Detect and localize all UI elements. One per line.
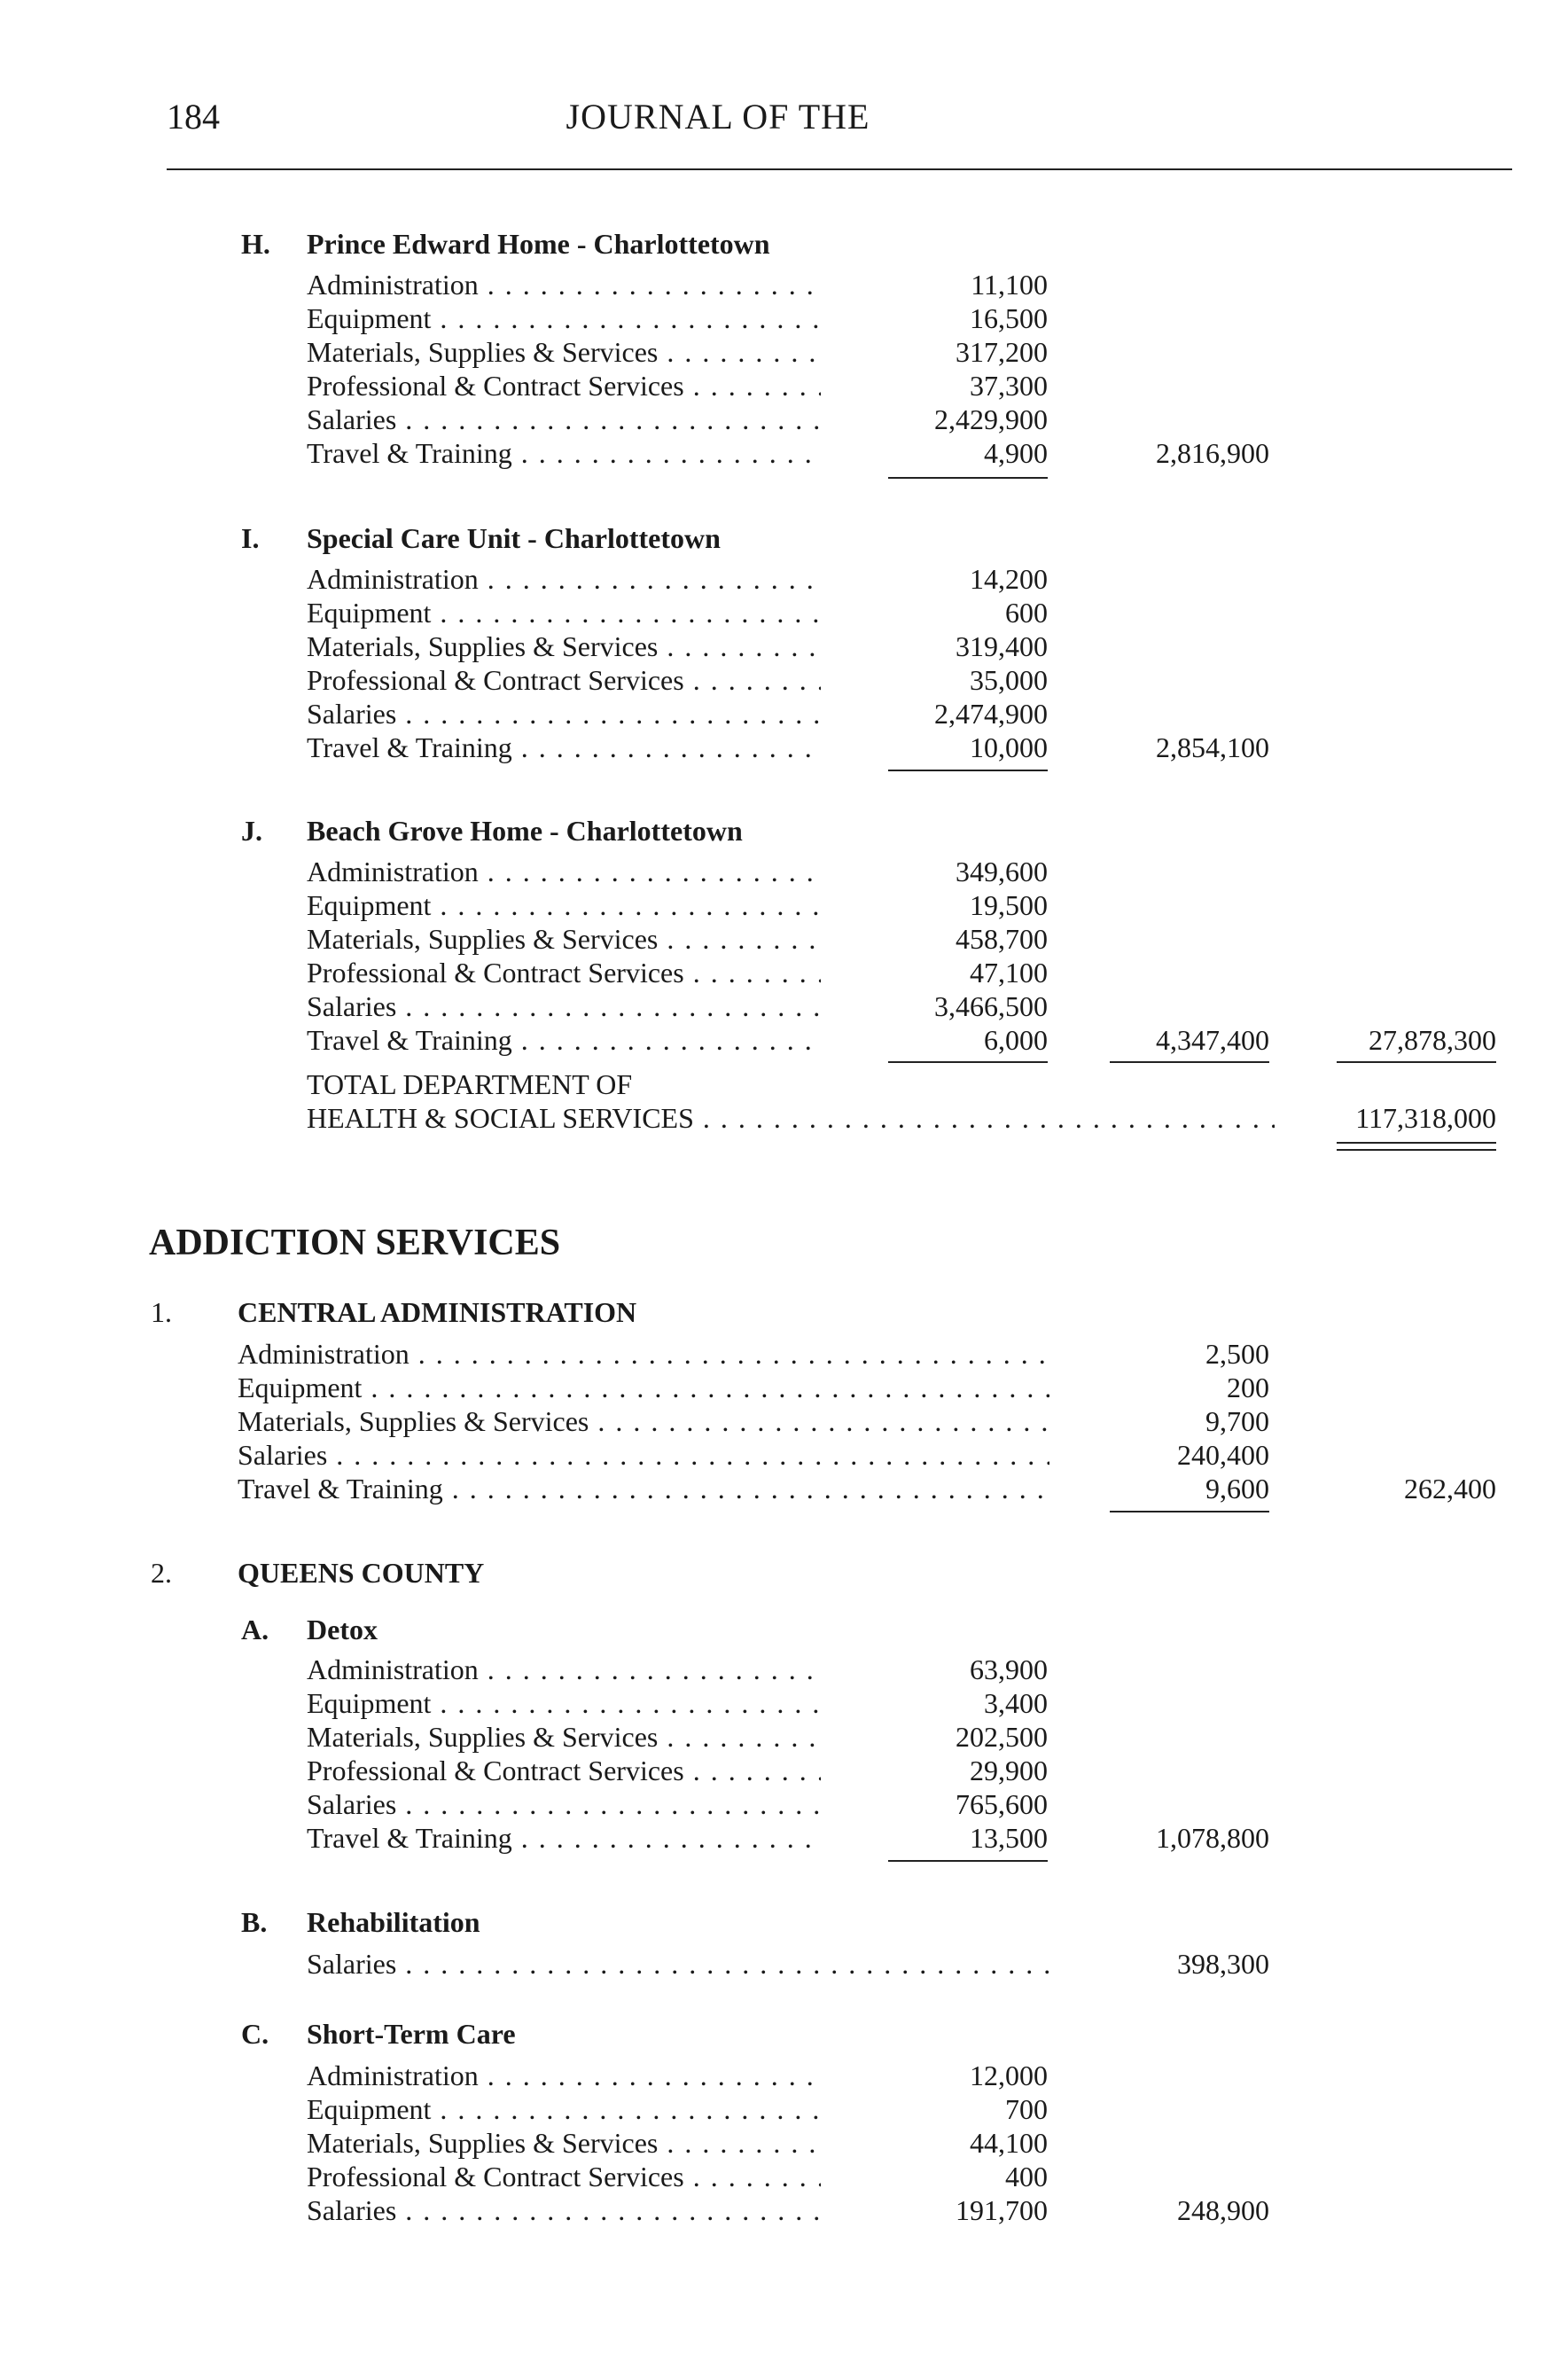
line-item (307, 2092, 1548, 2126)
line-item (307, 268, 1548, 301)
item-label: Administration . . . (307, 562, 821, 596)
line-item (307, 663, 1548, 697)
item-amount: 2,429,900 (934, 403, 1048, 435)
item-label: Equipment . . . (307, 596, 821, 629)
division-total-amount: 262,400 (1404, 1473, 1496, 1505)
line-item (238, 1337, 1514, 1371)
line-item (307, 1787, 1548, 1821)
line-item (307, 956, 1548, 989)
dept-total-label: TOTAL DEPARTMENT OF (307, 1068, 633, 1100)
line-item (307, 629, 1548, 663)
section-title: Special Care Unit - Charlottetown (307, 522, 721, 554)
group-total-amount: 27,878,300 (1369, 1024, 1496, 1056)
item-label: Travel & Training . . . (238, 1472, 1049, 1505)
line-item (307, 2126, 1548, 2160)
double-rule-top (1337, 1142, 1496, 1144)
dept-total-amount: 117,318,000 (1355, 1102, 1496, 1134)
subtotal-amount: 2,854,100 (1156, 731, 1269, 763)
subtotal-rule (1110, 1061, 1269, 1063)
item-amount: 10,000 (970, 731, 1048, 763)
item-amount: 765,600 (956, 1788, 1048, 1820)
subtotal-amount: 4,347,400 (1156, 1024, 1269, 1056)
line-item (307, 697, 1548, 731)
line-item (307, 596, 1548, 629)
item-label: Equipment . . . (307, 301, 821, 335)
subtotal-rule (1110, 1511, 1269, 1512)
section-title: Detox (307, 1614, 378, 1645)
item-amount: 400 (1005, 2161, 1048, 2192)
item-amount: 200 (1227, 1372, 1269, 1403)
item-amount: 2,500 (1205, 1338, 1269, 1370)
item-amount: 35,000 (970, 664, 1048, 696)
line-item (307, 403, 1548, 436)
section-letter: J. (241, 815, 262, 847)
item-label: Materials, Supplies & Services . . . (307, 1720, 821, 1754)
line-item (238, 1371, 1514, 1404)
section-letter: H. (241, 228, 270, 260)
line-item (307, 2059, 1548, 2092)
line-item (307, 731, 1548, 764)
section-title: Beach Grove Home - Charlottetown (307, 815, 743, 847)
item-label: Materials, Supplies & Services . . . (307, 922, 821, 956)
item-label: Salaries . . . (238, 1438, 1049, 1472)
item-label: Professional & Contract Services . . . (307, 663, 821, 697)
division-title: CENTRAL ADMINISTRATION (238, 1296, 637, 1328)
division-number: 1. (151, 1296, 172, 1328)
item-amount: 700 (1005, 2093, 1048, 2125)
item-label: Travel & Training . . . (307, 436, 821, 470)
item-label: Equipment . . . (238, 1371, 1049, 1404)
item-label: Salaries . . . (307, 2193, 821, 2227)
item-amount: 19,500 (970, 889, 1048, 921)
section-letter: C. (241, 2018, 269, 2050)
line-item (307, 855, 1548, 888)
subtotal-rule (888, 770, 1048, 771)
line-item (307, 1754, 1548, 1787)
line-item (307, 1653, 1548, 1686)
item-label: Equipment . . . (307, 1686, 821, 1720)
item-amount: 6,000 (984, 1024, 1048, 1056)
item-label: Administration . . . (307, 1653, 821, 1686)
line-item (307, 2193, 1548, 2227)
item-amount: 349,600 (956, 856, 1048, 887)
section-title: Rehabilitation (307, 1906, 480, 1938)
main-heading: ADDICTION SERVICES (149, 1223, 561, 1263)
item-label: Salaries . . . (307, 1947, 1049, 1981)
item-label: Salaries . . . (307, 989, 821, 1023)
item-label: Salaries . . . (307, 1787, 821, 1821)
item-amount: 14,200 (970, 563, 1048, 595)
line-item (238, 1438, 1514, 1472)
line-item (307, 562, 1548, 596)
subtotal-amount: 2,816,900 (1156, 437, 1269, 469)
line-item (238, 1472, 1514, 1505)
item-label: Administration . . . (307, 2059, 821, 2092)
page-number: 184 (167, 97, 220, 137)
subtotal-rule (888, 1061, 1048, 1063)
item-label: Materials, Supplies & Services . . . (307, 629, 821, 663)
item-label: Materials, Supplies & Services . . . (307, 335, 821, 369)
item-amount: 317,200 (956, 336, 1048, 368)
section-letter: I. (241, 522, 260, 554)
line-item (307, 301, 1548, 335)
line-item (238, 1404, 1514, 1438)
item-amount: 2,474,900 (934, 698, 1048, 730)
item-label: Professional & Contract Services . . . (307, 369, 821, 403)
line-item (307, 1023, 1548, 1057)
item-amount: 3,466,500 (934, 990, 1048, 1022)
subtotal-amount: 248,900 (1177, 2194, 1269, 2226)
section-title: Short-Term Care (307, 2018, 516, 2050)
item-amount: 458,700 (956, 923, 1048, 955)
item-label: Equipment . . . (307, 2092, 821, 2126)
line-item (307, 1947, 1548, 1981)
item-label: Travel & Training . . . (307, 1821, 821, 1855)
dept-total-line (307, 1101, 1548, 1135)
running-head: JOURNAL OF THE (566, 97, 870, 137)
item-amount: 191,700 (956, 2194, 1048, 2226)
item-label: Materials, Supplies & Services . . . (238, 1404, 1049, 1438)
subtotal-amount: 398,300 (1177, 1948, 1269, 1980)
section-title: Prince Edward Home - Charlottetown (307, 228, 770, 260)
group-total-rule (1337, 1061, 1496, 1063)
line-item (307, 1821, 1548, 1855)
item-amount: 63,900 (970, 1653, 1048, 1685)
item-label: Travel & Training . . . (307, 731, 821, 764)
item-amount: 16,500 (970, 302, 1048, 334)
line-item (307, 922, 1548, 956)
dept-total-label-2: HEALTH & SOCIAL SERVICES . . . (307, 1101, 1275, 1135)
line-item (307, 436, 1548, 470)
item-amount: 12,000 (970, 2059, 1048, 2091)
item-label: Travel & Training . . . (307, 1023, 821, 1057)
double-rule-bottom (1337, 1149, 1496, 1151)
division-title: QUEENS COUNTY (238, 1557, 485, 1589)
subtotal-rule (888, 477, 1048, 479)
section-letter: A. (241, 1614, 269, 1645)
item-label: Materials, Supplies & Services . . . (307, 2126, 821, 2160)
division-number: 2. (151, 1557, 172, 1589)
item-amount: 11,100 (971, 269, 1048, 301)
item-amount: 47,100 (970, 957, 1048, 989)
line-item (307, 989, 1548, 1023)
line-item (307, 1720, 1548, 1754)
item-label: Salaries . . . (307, 697, 821, 731)
item-amount: 37,300 (970, 370, 1048, 402)
item-amount: 240,400 (1177, 1439, 1269, 1471)
item-amount: 4,900 (984, 437, 1048, 469)
line-item (307, 2160, 1548, 2193)
subtotal-rule (888, 1860, 1048, 1862)
line-item (307, 369, 1548, 403)
line-item (307, 1686, 1548, 1720)
item-label: Professional & Contract Services . . . (307, 2160, 821, 2193)
item-amount: 9,700 (1205, 1405, 1269, 1437)
item-amount: 29,900 (970, 1755, 1048, 1786)
item-amount: 3,400 (984, 1687, 1048, 1719)
item-amount: 202,500 (956, 1721, 1048, 1753)
subtotal-amount: 1,078,800 (1156, 1822, 1269, 1854)
item-label: Equipment . . . (307, 888, 821, 922)
header-rule (167, 168, 1512, 170)
item-label: Salaries . . . (307, 403, 821, 436)
item-amount: 9,600 (1205, 1473, 1269, 1505)
line-item (307, 335, 1548, 369)
item-label: Administration . . . (307, 855, 821, 888)
item-label: Administration . . . (307, 268, 821, 301)
section-letter: B. (241, 1906, 268, 1938)
line-item (307, 888, 1548, 922)
item-amount: 13,500 (970, 1822, 1048, 1854)
item-label: Professional & Contract Services . . . (307, 1754, 821, 1787)
item-amount: 319,400 (956, 630, 1048, 662)
item-label: Administration . . . (238, 1337, 1049, 1371)
item-label: Professional & Contract Services . . . (307, 956, 821, 989)
item-amount: 44,100 (970, 2127, 1048, 2159)
item-amount: 600 (1005, 597, 1048, 629)
